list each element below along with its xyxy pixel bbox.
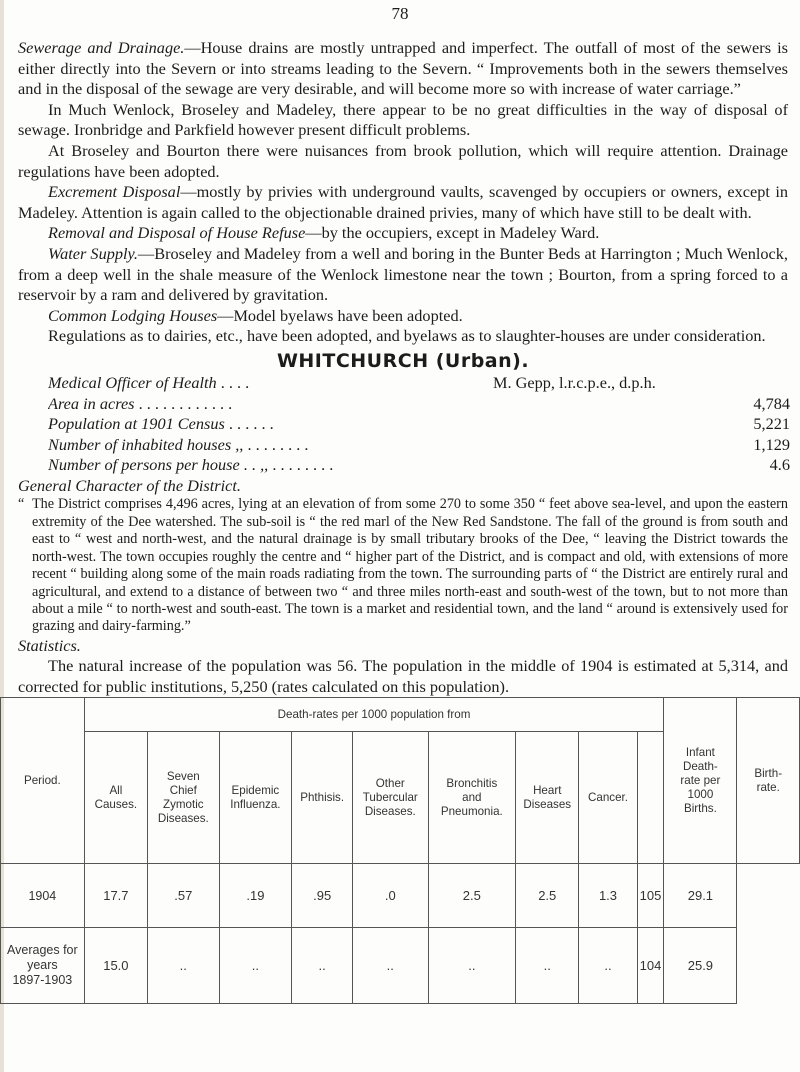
paragraph-wenlock: In Much Wenlock, Broseley and Madeley, there appear to be no great difficulties in the way of disposal of sewage. Ironbridge and Parkfield however present difficult problems. <box>18 99 788 140</box>
paragraph-excrement: Excrement Disposal—mostly by privies with underground vaults, scavenged by occupiers or owners, except in Madeley. Attention is again called to the objectionable drained privies, many of which have still to be dealt with. <box>18 182 788 222</box>
page-number: 78 <box>391 4 409 23</box>
info-row-medical-officer: Medical Officer of Health . . . . M. Gepp, l.r.c.p.e., d.p.h. <box>48 372 656 392</box>
col-tubercular: Other Tubercular Diseases. <box>353 732 428 864</box>
col-zymotic: Seven Chief Zymotic Diseases. <box>148 732 219 864</box>
col-infant: Infant Death- rate per 1000 Births. <box>664 698 737 864</box>
paragraph-statistics: The natural increase of the population was 56. The population in the middle of 1904 is estimated at 5,314, and corrected for public institutions, 5,250 (rates calculated on this population). <box>18 656 788 696</box>
general-character-quote: “ The District comprises 4,496 acres, lying at an elevation of from some 270 to some 350 “ feet above sea-level, and upon the eastern extremity of the Dee watershed. The sub-soil is “ the red marl of the New Red Sandstone. The fall of the ground is from south and east to “ west and north-west, and the natural drainage is by small tributary brooks of the Dee, “ leaving the District towards the north-west. The town occupies roughly the centre and “ higher part of the District, and is compact and old, with extensions of more recent “ building along some of the main roads radiating from the town. The surrounding parts of “ the District are entirely rural and agricultural, and extend to a distance of between two “ and three miles north-east and south-west of the town, but to not more than about a mile “ to north-west and south-east. The town is a market and residential town, and the land “ around is extensively used for grazing and dairy-farming.” <box>18 496 788 635</box>
info-row-area: Area in acres . . . . . . . . . . . . 4,784 <box>48 393 790 413</box>
paragraph-regulations: Regulations as to dairies, etc., have been adopted, and byelaws as to slaughter-houses are under consideration. <box>48 326 766 346</box>
col-birth-rate: Birth- rate. <box>737 698 800 864</box>
col-period: Period. <box>1 698 85 864</box>
col-phthisis: Phthisis. <box>292 732 353 864</box>
col-cancer: Cancer. <box>579 732 637 864</box>
paragraph-broseley: At Broseley and Bourton there were nuisances from brook pollution, which will require attention. Drainage regulations have been adopted. <box>18 140 788 181</box>
info-row-population: Population at 1901 Census . . . . . . 5,221 <box>48 414 790 434</box>
info-row-houses: Number of inhabited houses ,, . . . . . . . . 1,129 <box>48 434 790 454</box>
row-period: Averages for years 1897-1903 <box>1 928 85 1004</box>
paragraph-lodging: Common Lodging Houses—Model byelaws have been adopted. <box>48 305 463 325</box>
district-title: WHITCHURCH (Urban). <box>276 349 530 372</box>
paragraph-water: Water Supply.—Broseley and Madeley from a well and boring in the Bunter Beds at Harrington ; Much Wenlock, from a deep well in the shale measure of the Wenlock limestone near the town ; Bourton, from a spring forced to a reservoir by a ram and delivered by gravitation. <box>18 243 788 305</box>
col-bronchitis: Bronchitis and Pneumonia. <box>428 732 516 864</box>
col-heart: Heart Diseases <box>516 732 579 864</box>
death-rates-table <box>0 697 800 1004</box>
heading-statistics: Statistics. <box>18 635 81 655</box>
table-row: Averages for years 1897-1903 15.0 .. .. .. .. .. .. .. 104 25.9 <box>1 928 800 1004</box>
paragraph-sewerage: Sewerage and Drainage.—House drains are mostly untrapped and imperfect. The outfall of most of the sewers is either directly into the Severn or into streams leading to the Severn. “ Improvements both in the sewers themselves and in the disposal of the sewage are very desirable, and will become more so with increase of water carriage.” <box>18 38 788 99</box>
col-all-causes: All Causes. <box>84 732 147 864</box>
table-row: 1904 17.7 .57 .19 .95 .0 2.5 2.5 1.3 105 29.1 <box>1 864 800 928</box>
info-row-persons: Number of persons per house . . ,, . . . . . . . . 4.6 <box>48 455 790 475</box>
heading-general-character: General Character of the District. <box>18 475 241 495</box>
row-period: 1904 <box>1 864 85 928</box>
group-header-death-rates: Death-rates per 1000 population from <box>84 698 664 732</box>
col-influenza: Epidemic Influenza. <box>219 732 292 864</box>
page-body <box>18 38 788 698</box>
paragraph-refuse: Removal and Disposal of House Refuse—by the occupiers, except in Madeley Ward. <box>48 223 600 243</box>
